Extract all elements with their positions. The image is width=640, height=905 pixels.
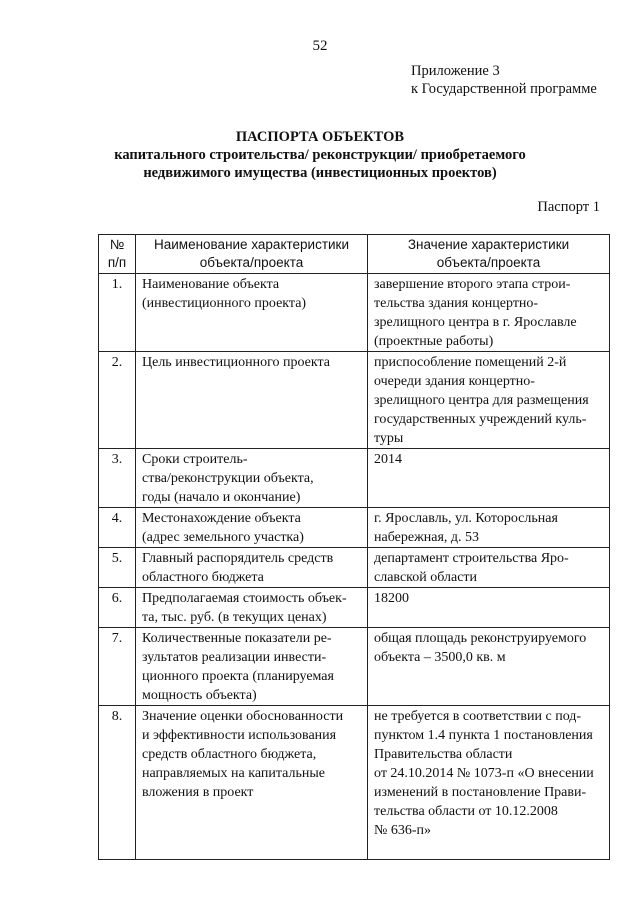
characteristic-name-line: Предполагаемая стоимость объек- (142, 591, 347, 606)
characteristic-value-line: г. Ярославль, ул. Которосльная (374, 511, 558, 526)
table-header-row (99, 235, 610, 274)
row-number: 7. (99, 628, 136, 706)
header-text: Значение характеристики (407, 237, 570, 252)
characteristic-value-line: тельства области от 10.12.2008 (374, 804, 558, 819)
header-value (368, 235, 610, 274)
characteristic-name-line: Цель инвестиционного проекта (142, 355, 330, 370)
characteristic-name-line: областного бюджета (142, 570, 264, 585)
characteristic-name-line: зультатов реализации инвести- (142, 650, 327, 665)
table-row (99, 508, 610, 548)
row-number: 5. (99, 548, 136, 588)
characteristic-name-line: ства/реконструкции объекта, (142, 471, 314, 486)
characteristic-value-line: (проектные работы) (374, 334, 494, 349)
header-text: Наименование характеристики (153, 237, 350, 252)
characteristic-name-line: Значение оценки обоснованности (142, 709, 344, 724)
characteristic-value-line: очереди здания концертно- (374, 374, 535, 389)
table-row (99, 352, 610, 449)
characteristic-value-line: общая площадь реконструируемого (374, 631, 587, 646)
characteristic-name-line: ционного проекта (планируемая (142, 669, 334, 684)
characteristic-name-cell (136, 508, 368, 548)
characteristic-value-line: набережная, д. 53 (374, 530, 480, 545)
characteristic-value-line: от 24.10.2014 № 1073-п «О внесении (374, 766, 594, 781)
characteristic-name-line: та, тыс. руб. (в текущих ценах) (142, 610, 327, 625)
characteristic-value-line: зрелищного центра в г. Ярославле (374, 315, 577, 330)
characteristic-value-cell (368, 706, 610, 860)
table-row (99, 274, 610, 352)
characteristic-name-cell (136, 588, 368, 628)
characteristic-name-cell (136, 628, 368, 706)
passport-label: Паспорт 1 (537, 199, 600, 215)
characteristic-value-line: департамент строительства Яро- (374, 551, 569, 566)
characteristic-value-line: 18200 (374, 591, 409, 606)
header-text: объекта/проекта (199, 255, 304, 270)
characteristic-value-cell (368, 508, 610, 548)
header-text: объекта/проекта (436, 255, 541, 270)
characteristic-value-cell (368, 274, 610, 352)
table-body (99, 274, 610, 860)
header-text: № (109, 237, 125, 252)
table-row (99, 628, 610, 706)
passport-table (98, 234, 610, 860)
characteristic-value-cell (368, 588, 610, 628)
row-number: 2. (99, 352, 136, 449)
characteristic-name-cell (136, 706, 368, 860)
table-row (99, 449, 610, 508)
characteristic-value-line: туры (374, 431, 404, 446)
table-row (99, 548, 610, 588)
row-number: 6. (99, 588, 136, 628)
page-number: 52 (312, 38, 328, 54)
row-number: 3. (99, 449, 136, 508)
characteristic-name-line: Наименование объекта (142, 277, 280, 292)
characteristic-name-line: и эффективности использования (142, 728, 337, 743)
characteristic-value-line: пунктом 1.4 пункта 1 постановления (374, 728, 593, 743)
characteristic-value-cell (368, 352, 610, 449)
characteristic-value-line: славской области (374, 570, 478, 585)
characteristic-value-line: Правительства области (374, 747, 513, 762)
characteristic-value-line: приспособление помещений 2-й (374, 355, 567, 370)
characteristic-value-line: государственных учреждений куль- (374, 412, 587, 427)
characteristic-name-cell (136, 352, 368, 449)
characteristic-name-line: Главный распорядитель средств (142, 551, 334, 566)
header-name (136, 235, 368, 274)
table-row (99, 588, 610, 628)
title-line: капитального строительства/ реконструкции/ приобретаемого (114, 147, 526, 163)
header-num (99, 235, 136, 274)
characteristic-value-line (374, 840, 605, 859)
row-number: 4. (99, 508, 136, 548)
document-title (0, 128, 640, 182)
header-text: п/п (107, 255, 127, 270)
appendix-line: к Государственной программе (411, 81, 597, 97)
characteristic-name-cell (136, 449, 368, 508)
characteristic-name-line: Количественные показатели ре- (142, 631, 332, 646)
characteristic-value-cell (368, 449, 610, 508)
characteristic-name-line: направляемых на капитальные (142, 766, 325, 781)
characteristic-value-line: не требуется в соответствии с под- (374, 709, 582, 724)
title-line: недвижимого имущества (инвестиционных проектов) (143, 165, 497, 181)
appendix-line: Приложение 3 (411, 63, 500, 79)
characteristic-name-line: Местонахождение объекта (142, 511, 301, 526)
characteristic-value-line: № 636-п» (374, 823, 432, 838)
characteristic-name-line: средств областного бюджета, (142, 747, 317, 762)
characteristic-value-line: изменений в постановление Прави- (374, 785, 587, 800)
characteristic-name-cell (136, 548, 368, 588)
characteristic-name-line: Сроки строитель- (142, 452, 248, 467)
characteristic-name-line: мощность объекта) (142, 688, 257, 703)
characteristic-name-line: (инвестиционного проекта) (142, 296, 307, 311)
row-number: 1. (99, 274, 136, 352)
characteristic-value-cell (368, 628, 610, 706)
table-row (99, 706, 610, 860)
row-number: 8. (99, 706, 136, 860)
characteristic-value-cell (368, 548, 610, 588)
characteristic-value-line: зрелищного центра для размещения (374, 393, 589, 408)
characteristic-value-line: тельства здания концертно- (374, 296, 539, 311)
characteristic-value-line: 2014 (374, 452, 402, 467)
appendix-note (411, 62, 597, 98)
characteristic-name-cell (136, 274, 368, 352)
characteristic-value-line: объекта – 3500,0 кв. м (374, 650, 506, 665)
characteristic-name-line: вложения в проект (142, 785, 254, 800)
title-line: ПАСПОРТА ОБЪЕКТОВ (235, 129, 405, 145)
characteristic-name-line: годы (начало и окончание) (142, 490, 301, 505)
characteristic-name-line: (адрес земельного участка) (142, 530, 304, 545)
characteristic-value-line: завершение второго этапа строи- (374, 277, 571, 292)
